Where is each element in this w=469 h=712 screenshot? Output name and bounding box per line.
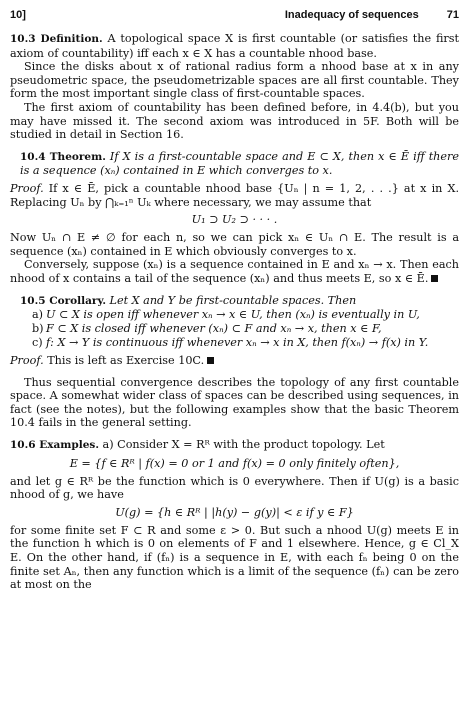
proof-label: Proof.	[10, 181, 44, 195]
proof-continuation: Now Uₙ ∩ E ≠ ∅ for each n, so we can pick xₙ ∈ Uₙ ∩ E. The result is a sequence (xₙ) contained in E which obviously converges to x.	[10, 231, 459, 258]
corollary-text: Let X and Y be first-countable spaces. Then	[106, 293, 357, 307]
definition-text: A topological space X is first countable (or satisfies the first axiom of countability) iff each x ∈ X has a countable nhood base.	[10, 32, 459, 60]
theorem-10-4	[10, 150, 459, 178]
examples-final: for some finite set F ⊂ R and some ε > 0. But such a nhood U(g) meets E in the function h which is 0 on elements of F and 1 elsewhere. Hence, g ∈ Cl_X E. On the other hand, if (fₙ) is a sequence in E, with each fₙ being 0 on the finite set Aₙ, then any function which is a limit of the sequence (fₙ) can be zero at most on the	[10, 523, 459, 592]
corollary-10-5	[10, 294, 459, 309]
running-title: Inadequacy of sequences	[284, 9, 419, 21]
nhood-equation: U(g) = {h ∈ Rᴿ | |h(y) − g(y)| < ε if y ∈ F}	[115, 505, 354, 519]
proof-text: This is left as Exercise 10C.	[43, 354, 205, 368]
paragraph-disks: Since the disks about x of rational radius form a nhood base at x in any pseudometric space, the pseudometrizable spaces are all first countable. They form the most important single class of first-countable spaces.	[10, 60, 459, 101]
corollary-item-c: c) f: X → Y is continuous iff whenever xₙ → x in X, then f(xₙ) → f(x) in Y.	[32, 336, 429, 350]
examples-10-6	[10, 438, 459, 453]
running-header	[10, 8, 459, 22]
section-ref: 10]	[10, 9, 26, 21]
theorem-text: If X is a first-countable space and E ⊂ X, then x ∈ Ē iff there is a sequence (xₙ) contained in E which converges to x.	[20, 149, 459, 178]
theorem-label: 10.4 Theorem.	[20, 150, 106, 163]
page-number: 71	[446, 9, 459, 21]
proof-label: Proof.	[10, 354, 44, 368]
qed-mark	[431, 275, 438, 282]
proof-converse-text: Conversely, suppose (xₙ) is a sequence contained in E and xₙ → x. Then each nhood of x contains a tail of the sequence (xₙ) and thus meets E, so x ∈ Ē.	[10, 258, 459, 285]
proof-converse	[10, 258, 459, 285]
proof-text: If x ∈ Ē, pick a countable nhood base {Uₙ | n = 1, 2, . . .} at x in X. Replacing Uₙ by ⋂ₖ₌₁ⁿ Uₖ where necessary, we may assume that	[10, 181, 459, 209]
examples-continuation: and let g ∈ Rᴿ be the function which is 0 everywhere. Then if U(g) is a basic nhood of g, we have	[10, 474, 459, 502]
corollary-item-a: a) U ⊂ X is open iff whenever xₙ → x ∈ U, then (xₙ) is eventually in U,	[32, 308, 420, 322]
definition-label: 10.3 Definition.	[10, 33, 103, 45]
corollary-label: 10.5 Corollary.	[20, 294, 106, 307]
definition-10-3	[10, 32, 459, 60]
nested-sets-equation: U₁ ⊃ U₂ ⊃ · · · .	[191, 213, 278, 227]
corollary-item-b: b) F ⊂ X is closed iff whenever (xₙ) ⊂ F and xₙ → x, then x ∈ F,	[32, 322, 382, 336]
proof-10-4	[10, 182, 459, 209]
paragraph-axiom: The first axiom of countability has been defined before, in 4.4(b), but you may have missed it. The second axiom was introduced in 5F. Both will be studied in detail in Section 16.	[10, 100, 459, 142]
proof-10-5	[10, 354, 459, 368]
qed-mark	[207, 357, 214, 364]
examples-text: a) Consider X = Rᴿ with the product topology. Let	[98, 438, 385, 452]
examples-label: 10.6 Examples.	[10, 439, 99, 452]
paragraph-thus: Thus sequential convergence describes the topology of any first countable space. A somewhat wider class of spaces can be described using sequences, in fact (see the notes), but the following examples show that the basic Theorem 10.4 fails in the general setting.	[10, 375, 459, 430]
set-e-equation: E = {f ∈ Rᴿ | f(x) = 0 or 1 and f(x) = 0 only finitely often},	[69, 456, 400, 470]
corollary-items	[10, 308, 459, 350]
